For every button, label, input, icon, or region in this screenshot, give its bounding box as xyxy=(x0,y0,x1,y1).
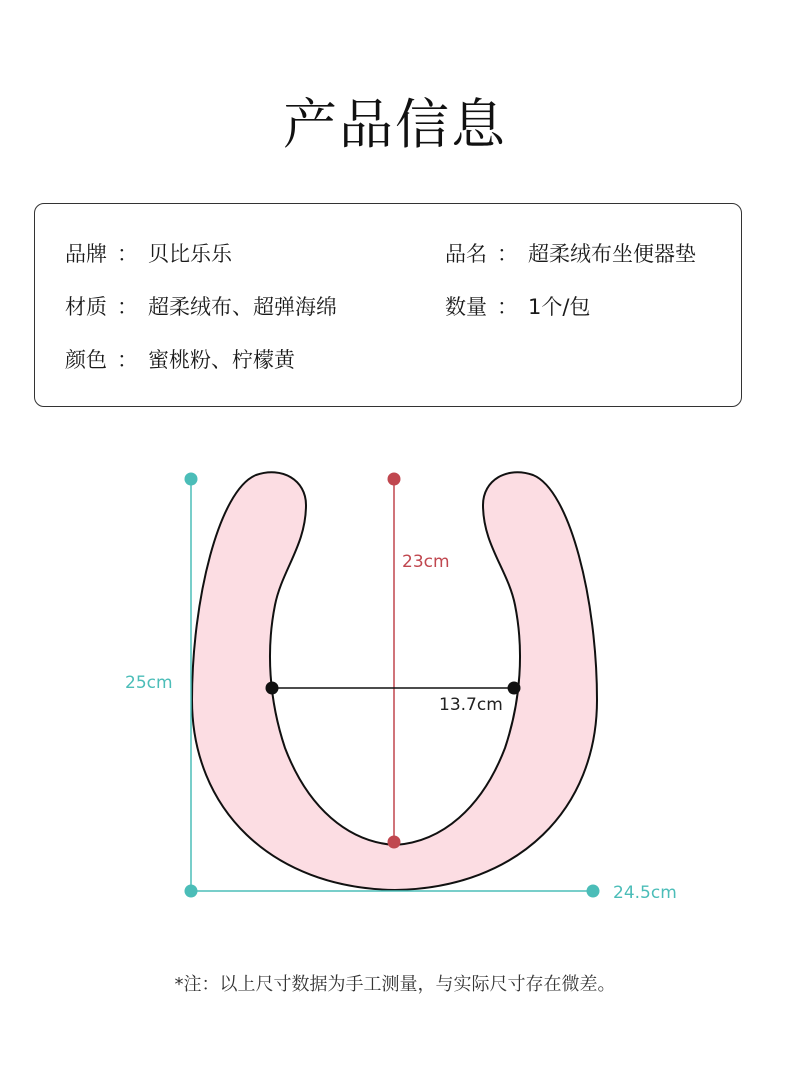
inner-width-left-dot xyxy=(266,682,279,695)
color-separator: ： xyxy=(117,348,138,372)
name-value: 超柔绒布坐便器垫 xyxy=(528,242,696,266)
material-value: 超柔绒布、超弹海绵 xyxy=(148,295,337,319)
brand-label: 品牌 xyxy=(65,242,107,266)
inner-depth-top-dot xyxy=(388,473,401,486)
inner-width-right-dot xyxy=(508,682,521,695)
material-separator: ： xyxy=(117,295,138,319)
height-label: 25cm xyxy=(125,673,173,693)
inner-depth-bottom-dot xyxy=(388,836,401,849)
name-label: 品名 xyxy=(445,242,487,266)
page-title: 产品信息 xyxy=(283,93,507,156)
inner-depth-label: 23cm xyxy=(402,552,450,572)
brand-value: 贝比乐乐 xyxy=(148,242,232,266)
color-label: 颜色 xyxy=(65,348,107,372)
name-separator: ： xyxy=(497,242,518,266)
quantity-value: 1个/包 xyxy=(528,295,591,319)
quantity-label: 数量 xyxy=(445,295,487,319)
width-end-dot xyxy=(587,885,600,898)
quantity-separator: ： xyxy=(497,295,518,319)
width-origin-dot xyxy=(185,885,198,898)
inner-width-label: 13.7cm xyxy=(439,695,503,715)
material-label: 材质 xyxy=(65,295,107,319)
width-label: 24.5cm xyxy=(613,883,677,903)
measurement-note: *注：以上尺寸数据为手工测量，与实际尺寸存在微差。 xyxy=(174,974,616,995)
brand-separator: ： xyxy=(117,242,138,266)
color-value: 蜜桃粉、柠檬黄 xyxy=(148,348,295,372)
height-top-dot xyxy=(185,473,198,486)
